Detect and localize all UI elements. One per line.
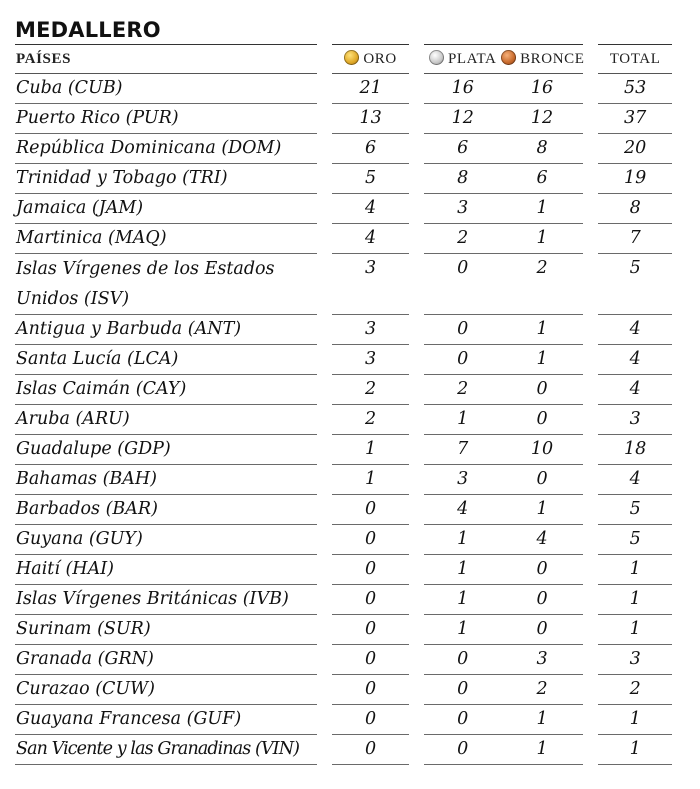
silver-count-cell: 2 [424,224,501,254]
silver-count-cell: 1 [424,405,501,435]
bronze-count-cell: 16 [501,74,583,104]
country-cell: Surinam (SUR) [15,615,317,645]
total-count-cell: 4 [598,375,672,405]
table-row [15,345,672,375]
bronze-count-cell: 0 [501,585,583,615]
silver-count-cell: 12 [424,104,501,134]
medal-table-page [15,16,670,765]
gold-count-cell: 0 [332,495,409,525]
gold-count-cell: 2 [332,375,409,405]
table-row [15,74,672,104]
table-row [15,224,672,254]
bronze-count-cell: 1 [501,705,583,735]
silver-column-header [424,44,501,74]
table-row [15,465,672,495]
country-cell: Puerto Rico (PUR) [15,104,317,134]
silver-medal-icon [429,50,444,65]
total-count-cell: 5 [598,254,672,315]
bronze-count-cell: 3 [501,645,583,675]
country-cell: Cuba (CUB) [15,74,317,104]
silver-count-cell: 1 [424,615,501,645]
table-row [15,194,672,224]
gold-count-cell: 4 [332,224,409,254]
country-cell: Granada (GRN) [15,645,317,675]
silver-count-cell: 1 [424,555,501,585]
total-count-cell: 3 [598,405,672,435]
total-count-cell: 1 [598,705,672,735]
country-cell: Trinidad y Tobago (TRI) [15,164,317,194]
total-count-cell: 53 [598,74,672,104]
country-cell: Guayana Francesa (GUF) [15,705,317,735]
bronze-count-cell: 1 [501,735,583,765]
gold-medal-icon [344,50,359,65]
gold-count-cell: 0 [332,525,409,555]
bronze-column-header [501,44,583,74]
table-row [15,435,672,465]
gold-count-cell: 3 [332,254,409,315]
gold-count-cell: 0 [332,705,409,735]
country-cell: Santa Lucía (LCA) [15,345,317,375]
gold-count-cell: 0 [332,735,409,765]
gold-count-cell: 0 [332,555,409,585]
country-cell: Antigua y Barbuda (ANT) [15,315,317,345]
table-row [15,315,672,345]
country-cell: Haití (HAI) [15,555,317,585]
silver-count-cell: 0 [424,705,501,735]
table-row [15,164,672,194]
gold-column-header [332,44,409,74]
silver-count-cell: 0 [424,735,501,765]
silver-count-cell: 3 [424,194,501,224]
country-cell: República Dominicana (DOM) [15,134,317,164]
silver-count-cell: 0 [424,675,501,705]
bronze-count-cell: 0 [501,615,583,645]
table-row [15,104,672,134]
total-count-cell: 37 [598,104,672,134]
table-row [15,254,672,315]
bronze-count-cell: 0 [501,465,583,495]
total-count-cell: 19 [598,164,672,194]
table-row [15,675,672,705]
silver-count-cell: 16 [424,74,501,104]
country-cell: Aruba (ARU) [15,405,317,435]
gold-count-cell: 4 [332,194,409,224]
table-row [15,555,672,585]
table-row [15,705,672,735]
bronze-count-cell: 0 [501,555,583,585]
total-count-cell: 1 [598,585,672,615]
country-cell: Jamaica (JAM) [15,194,317,224]
bronze-count-cell: 2 [501,675,583,705]
medal-table-body [15,74,672,765]
table-row [15,525,672,555]
total-count-cell: 7 [598,224,672,254]
country-cell: Guadalupe (GDP) [15,435,317,465]
total-count-cell: 3 [598,645,672,675]
silver-count-cell: 0 [424,645,501,675]
country-column-header: PAÍSES [15,44,317,74]
bronze-count-cell: 1 [501,315,583,345]
bronze-count-cell: 1 [501,194,583,224]
table-row [15,585,672,615]
total-column-header: TOTAL [598,44,672,74]
total-count-cell: 1 [598,615,672,645]
table-row [15,375,672,405]
bronze-medal-icon [501,50,516,65]
gold-count-cell: 21 [332,74,409,104]
table-row [15,405,672,435]
total-count-cell: 5 [598,495,672,525]
silver-count-cell: 0 [424,345,501,375]
silver-count-cell: 4 [424,495,501,525]
table-row [15,645,672,675]
bronze-count-cell: 1 [501,345,583,375]
bronze-count-cell: 0 [501,375,583,405]
gold-count-cell: 1 [332,435,409,465]
bronze-count-cell: 10 [501,435,583,465]
country-cell: Bahamas (BAH) [15,465,317,495]
gold-column-label: ORO [363,51,397,67]
silver-count-cell: 3 [424,465,501,495]
gold-count-cell: 0 [332,675,409,705]
silver-column-label: PLATA [447,51,497,67]
total-count-cell: 8 [598,194,672,224]
bronze-count-cell: 1 [501,224,583,254]
gold-count-cell: 1 [332,465,409,495]
gold-count-cell: 0 [332,615,409,645]
total-count-cell: 20 [598,134,672,164]
silver-count-cell: 6 [424,134,501,164]
table-row [15,134,672,164]
gold-count-cell: 2 [332,405,409,435]
total-count-cell: 1 [598,735,672,765]
country-cell: Islas Vírgenes de los Estados Unidos (ISV) [15,254,317,315]
table-row [15,735,672,765]
country-cell: San Vicente y las Granadinas (VIN) [15,735,317,765]
silver-count-cell: 0 [424,254,501,315]
medal-table [15,44,672,765]
silver-count-cell: 7 [424,435,501,465]
silver-count-cell: 1 [424,585,501,615]
gold-count-cell: 0 [332,585,409,615]
bronze-count-cell: 12 [501,104,583,134]
country-cell: Guyana (GUY) [15,525,317,555]
bronze-count-cell: 1 [501,495,583,525]
gold-count-cell: 0 [332,645,409,675]
total-count-cell: 1 [598,555,672,585]
country-cell: Islas Vírgenes Británicas (IVB) [15,585,317,615]
table-row [15,615,672,645]
country-cell: Curazao (CUW) [15,675,317,705]
table-header-row [15,44,672,74]
silver-count-cell: 1 [424,525,501,555]
country-cell: Barbados (BAR) [15,495,317,525]
silver-count-cell: 8 [424,164,501,194]
country-cell: Martinica (MAQ) [15,224,317,254]
total-count-cell: 18 [598,435,672,465]
total-count-cell: 4 [598,315,672,345]
bronze-count-cell: 6 [501,164,583,194]
gold-count-cell: 3 [332,345,409,375]
bronze-count-cell: 0 [501,405,583,435]
total-count-cell: 2 [598,675,672,705]
silver-count-cell: 2 [424,375,501,405]
gold-count-cell: 5 [332,164,409,194]
bronze-count-cell: 8 [501,134,583,164]
silver-count-cell: 0 [424,315,501,345]
bronze-count-cell: 4 [501,525,583,555]
gold-count-cell: 6 [332,134,409,164]
bronze-count-cell: 2 [501,254,583,315]
total-count-cell: 4 [598,465,672,495]
gold-count-cell: 13 [332,104,409,134]
total-count-cell: 4 [598,345,672,375]
bronze-column-label: BRONCE [520,51,585,67]
total-count-cell: 5 [598,525,672,555]
page-title: MEDALLERO [15,18,161,42]
country-cell: Islas Caimán (CAY) [15,375,317,405]
table-row [15,495,672,525]
gold-count-cell: 3 [332,315,409,345]
